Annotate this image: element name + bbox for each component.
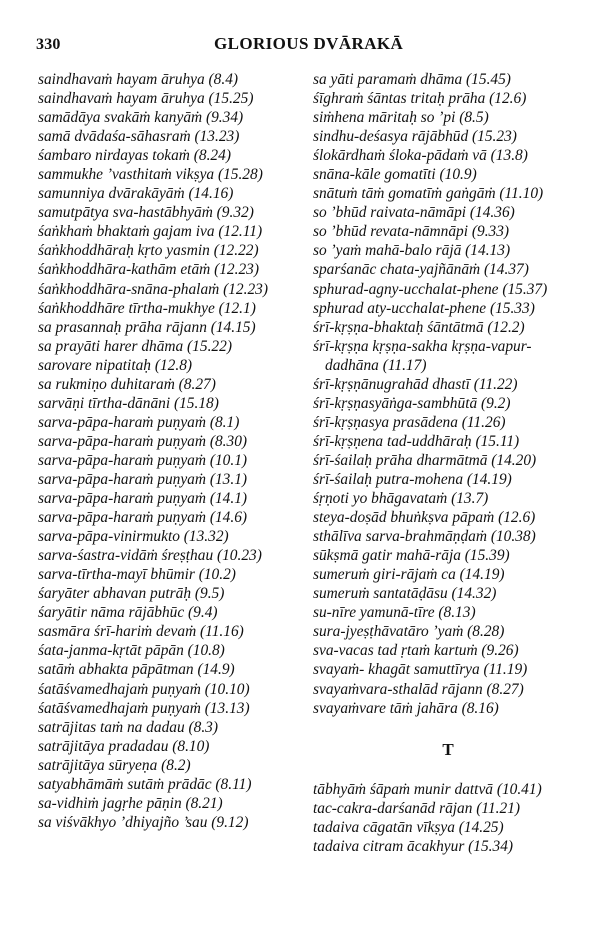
index-entry: su-nīre yamunā-tīre (8.13) bbox=[313, 604, 476, 622]
index-entry: śambaro nirdayas tokaṁ (8.24) bbox=[38, 147, 231, 165]
index-entry: sarva-pāpa-haraṁ puṇyaṁ (13.1) bbox=[38, 470, 248, 488]
index-entry: tābhyāṁ śāpaṁ munir dattvā (10.41) bbox=[313, 780, 542, 798]
index-entry: sumeruṁ giri-rājaṁ ca (14.19) bbox=[313, 566, 505, 584]
index-entry: sura-jyeṣṭhāvatāro ’yaṁ (8.28) bbox=[313, 623, 505, 641]
index-entry: śaryātir nāma rājābhūc (9.4) bbox=[38, 604, 218, 622]
index-entry: śaryāter abhavan putrāḥ (9.5) bbox=[38, 585, 225, 603]
index-entry: śrī-kṛṣṇasyāṅga-sambhūtā (9.2) bbox=[313, 394, 511, 412]
index-entry: sarva-pāpa-vinirmukto (13.32) bbox=[38, 528, 229, 546]
index-entry: sarva-pāpa-haraṁ puṇyaṁ (8.30) bbox=[38, 432, 248, 450]
index-entry: sarva-pāpa-haraṁ puṇyaṁ (14.1) bbox=[38, 490, 248, 508]
index-entry: śṛṇoti yo bhāgavataṁ (13.7) bbox=[313, 490, 489, 508]
index-entry: satāṁ abhakta pāpātman (14.9) bbox=[38, 661, 235, 679]
index-entry: śatāśvamedhajaṁ puṇyaṁ (10.10) bbox=[38, 680, 250, 698]
index-entry: sa-vidhiṁ jagṛhe pāṇin (8.21) bbox=[38, 794, 223, 812]
index-entry: sa viśvākhyo ’dhiyajño ’sau (9.12) bbox=[38, 813, 249, 831]
index-entry: saindhavaṁ hayam āruhya (8.4) bbox=[38, 71, 239, 88]
index-entry: sa prasannaḥ prāha rājann (14.15) bbox=[38, 318, 256, 336]
index-entry: sparśanāc chata-yajñānāṁ (14.37) bbox=[313, 261, 529, 279]
index-entry: sva-vacas tad ṛtaṁ kartuṁ (9.26) bbox=[313, 642, 519, 660]
index-entry: samutpātya sva-hastābhyāṁ (9.32) bbox=[38, 204, 254, 222]
index-entry: sasmāra śrī-hariṁ devaṁ (11.16) bbox=[38, 623, 244, 641]
index-entry: śrī-kṛṣṇena tad-uddhāraḥ (15.11) bbox=[313, 432, 520, 450]
index-entry: satrājitāya sūryeṇa (8.2) bbox=[38, 756, 191, 774]
index-entry: svayaṁvare tāṁ jahāra (8.16) bbox=[313, 699, 499, 717]
index-entry: samunniya dvārakāyāṁ (14.16) bbox=[38, 185, 234, 203]
index-entry: so ’yaṁ mahā-balo rājā (14.13) bbox=[313, 242, 511, 260]
index-entry: samā dvādaśa-sāhasraṁ (13.23) bbox=[38, 128, 240, 146]
index-group-s bbox=[313, 70, 575, 718]
index-entry: sarovare nipatitaḥ (12.8) bbox=[38, 356, 193, 374]
index-entry: satrājitāya pradadau (8.10) bbox=[38, 737, 210, 755]
index-entry: samādāya svakāṁ kanyāṁ (9.34) bbox=[38, 109, 244, 127]
index-entry: dadhāna (11.17) bbox=[325, 356, 427, 374]
index-entry: sthālīva sarva-brahmāṇḍaṁ (10.38) bbox=[313, 528, 536, 546]
index-entry: śīghraṁ śāntas tritaḥ prāha (12.6) bbox=[313, 90, 527, 108]
page-header bbox=[0, 34, 600, 58]
index-entry: śaṅkhoddhāra-snāna-phalaṁ (12.23) bbox=[38, 280, 268, 298]
index-entry: sphurad aty-ucchalat-phene (15.33) bbox=[313, 299, 535, 317]
index-entry: sarva-pāpa-haraṁ puṇyaṁ (14.6) bbox=[38, 509, 248, 527]
index-entry: satyabhāmāṁ sutāṁ prādāc (8.11) bbox=[38, 775, 252, 793]
index-entry: śaṅkhoddhāraḥ kṛto yasmin (12.22) bbox=[38, 242, 259, 260]
index-entry: tadaiva citram ācakhyur (15.34) bbox=[313, 837, 514, 855]
index-group-t bbox=[313, 780, 575, 856]
index-entry: tac-cakra-darśanād rājan (11.21) bbox=[313, 799, 521, 817]
index-entry: sūkṣmā gatir mahā-rāja (15.39) bbox=[313, 547, 510, 565]
index-entry: sindhu-deśasya rājābhūd (15.23) bbox=[313, 128, 517, 146]
index-entry: śrī-kṛṣṇa kṛṣṇa-sakha kṛṣṇa-vapur- bbox=[313, 337, 532, 355]
index-entry: śaṅkhoddhāra-kathām etāṁ (12.23) bbox=[38, 261, 259, 279]
index-entry: so ’bhūd raivata-nāmāpi (14.36) bbox=[313, 204, 515, 222]
index-entry: siṁhena māritaḥ so ’pi (8.5) bbox=[313, 109, 489, 127]
index-entry: svayaṁ- khagāt samuttīrya (11.19) bbox=[313, 661, 528, 679]
running-title: GLORIOUS DVĀRAKĀ bbox=[214, 34, 404, 53]
index-entry: sarva-tīrtha-mayī bhūmir (10.2) bbox=[38, 566, 236, 584]
index-entry: saindhavaṁ hayam āruhya (15.25) bbox=[38, 90, 254, 108]
index-entry: śata-janma-kṛtāt pāpān (10.8) bbox=[38, 642, 225, 660]
page-number: 330 bbox=[36, 36, 61, 53]
index-entry: sphurad-agny-ucchalat-phene (15.37) bbox=[313, 280, 548, 298]
index-entry: satrājitas taṁ na dadau (8.3) bbox=[38, 718, 218, 736]
index-entry: sarvāṇi tīrtha-dānāni (15.18) bbox=[38, 394, 219, 412]
section-letter-t: T bbox=[442, 739, 454, 759]
index-entry: śrī-kṛṣṇa-bhaktaḥ śāntātmā (12.2) bbox=[313, 318, 525, 336]
index-entry: sa rukmiṇo duhitaraṁ (8.27) bbox=[38, 375, 216, 393]
index-entry: svayaṁvara-sthalād rājann (8.27) bbox=[313, 680, 524, 698]
index-column-left bbox=[38, 70, 300, 832]
index-entry: tadaiva cāgatān vīkṣya (14.25) bbox=[313, 818, 504, 836]
index-entry: sammukhe ’vasthitaṁ vikṣya (15.28) bbox=[38, 166, 263, 184]
index-entry: śaṅkhaṁ bhaktaṁ gajam iva (12.11) bbox=[38, 223, 263, 241]
index-entry: sarva-śastra-vidāṁ śreṣṭhau (10.23) bbox=[38, 547, 262, 565]
index-entry: sarva-pāpa-haraṁ puṇyaṁ (10.1) bbox=[38, 451, 248, 469]
index-entry: sa yāti paramaṁ dhāma (15.45) bbox=[313, 71, 511, 88]
index-entry: śrī-kṛṣṇasya prasādena (11.26) bbox=[313, 413, 506, 431]
index-entry: snāna-kāle gomatīti (10.9) bbox=[313, 166, 477, 184]
index-entry: steya-doṣād bhuṅkṣva pāpaṁ (12.6) bbox=[313, 509, 536, 527]
index-column-right bbox=[313, 70, 575, 856]
index-entry: śrī-kṛṣṇānugrahād dhastī (11.22) bbox=[313, 375, 518, 393]
index-entry: sa prayāti harer dhāma (15.22) bbox=[38, 337, 232, 355]
index-entry: śrī-śailaḥ prāha dharmātmā (14.20) bbox=[313, 451, 537, 469]
index-entry: śatāśvamedhajaṁ puṇyaṁ (13.13) bbox=[38, 699, 250, 717]
index-entry: so ’bhūd revata-nāmnāpi (9.33) bbox=[313, 223, 510, 241]
index-entry: śaṅkhoddhāre tīrtha-mukhye (12.1) bbox=[38, 299, 256, 317]
index-entry: sarva-pāpa-haraṁ puṇyaṁ (8.1) bbox=[38, 413, 240, 431]
index-entry: śrī-śailaḥ putra-mohena (14.19) bbox=[313, 470, 512, 488]
index-entry: ślokārdhaṁ śloka-pādaṁ vā (13.8) bbox=[313, 147, 528, 165]
index-entry: sumeruṁ santatāḍāsu (14.32) bbox=[313, 585, 497, 603]
index-entry: snātuṁ tāṁ gomatīṁ gaṅgāṁ (11.10) bbox=[313, 185, 544, 203]
